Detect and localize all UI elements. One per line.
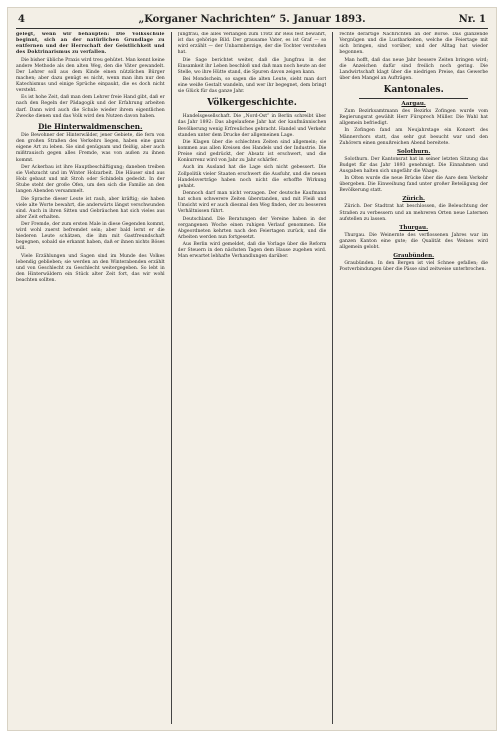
column-divider bbox=[171, 32, 172, 724]
header-rule bbox=[16, 28, 488, 29]
subsection-title: Zürich. bbox=[402, 196, 425, 203]
text-columns bbox=[16, 32, 488, 724]
paragraph: In Zofingen fand am Neujahrstage ein Konzert des Männerchors statt, das sehr gut besucht war und den Zuhörern einen genußreichen Abend bereitete. bbox=[339, 128, 488, 146]
newspaper-page bbox=[8, 8, 496, 730]
paragraph: Die Bewohner der Hinterwälder, jener Gebiete, die fern von den großen Straßen des Verkehrs liegen, haben eine ganz eigene Art zu leben. Sie sind genügsam und fleißig, aber auch mißtrauisch gegen alles Fremde, was von außen zu ihnen kommt. bbox=[16, 133, 165, 163]
paragraph: Thurgau. Die Weinernte des verflossenen Jahres war im ganzen Kanton eine gute; die Qualität des Weines wird allgemein gelobt. bbox=[339, 232, 488, 250]
newspaper-title: „Korganer Nachrichten“ 5. Januar 1893. bbox=[138, 14, 366, 25]
paragraph: Man hofft, daß das neue Jahr bessere Zeiten bringen wird; die Anzeichen dafür sind freilich noch gering. Die Landwirtschaft klagt über die niedrigen Preise, das Gewerbe über den Mangel an Aufträgen. bbox=[339, 57, 488, 81]
paragraph: Graubünden. In den Bergen ist viel Schnee gefallen; die Postverbindungen über die Pässe sind zeitweise unterbrochen. bbox=[339, 261, 488, 273]
paragraph: Die Klagen über die schlechten Zeiten sind allgemein; sie kommen aus allen Kreisen des Handels und der Industrie. Die Preise sind gedrückt, der Absatz ist erschwert, und die Konkurrenz wird von Jahr zu Jahr schärfer. bbox=[177, 139, 327, 164]
paragraph: rechte derartige Nachrichten an der Börse. Das glänzende Vergnügen und die Lustbarkeiten, welche die Feiertage mit sich bringen, sind vorüber, und der Alltag hat wieder begonnen. bbox=[339, 32, 488, 56]
subsection-title: Graubünden. bbox=[393, 253, 435, 259]
paragraph: Zum Bezirksamtmann des Bezirks Zofingen wurde vom Regierungsrat gewählt Herr Fürsprech Müller. Die Wahl hat allgemein befriedigt. bbox=[339, 108, 488, 127]
paragraph: Auch im Ausland hat die Lage sich nicht gebessert. Die Zollpolitik vieler Staaten erschwert die Ausfuhr, und die neuen Handelsverträge haben noch nicht die erhoffte Wirkung gehabt. bbox=[177, 165, 327, 189]
paragraph: Solothurn. Der Kantonsrat hat in seiner letzten Sitzung das Budget für das Jahr 1893 genehmigt. Die Einnahmen und Ausgaben halten sich ungefähr die Waage. bbox=[339, 156, 488, 174]
section-title: Kantonales. bbox=[383, 84, 444, 95]
subsection-title: Aargau. bbox=[401, 100, 426, 107]
paragraph: Zürich. Der Stadtrat hat beschlossen, die Beleuchtung der Straßen zu verbessern und an mehreren Orten neue Laternen aufstellen zu lassen. bbox=[339, 204, 488, 222]
paragraph: Bei Mondschein, so sagen die alten Leute, sieht man dort eine weiße Gestalt wandeln, und wer ihr begegnet, dem bringt sie Glück für das ganze Jahr. bbox=[177, 77, 327, 95]
paragraph: Die Sprache dieser Leute ist rauh, aber kräftig; sie haben viele alte Worte bewahrt, die anderwärts längst verschwunden sind. Auch in ihren Sitten und Gebräuchen hat sich vieles aus alter Zeit erhalten. bbox=[16, 196, 165, 220]
paragraph: Deutschland. Die Beratungen der Vereine haben in der vergangenen Woche einen ruhigen Verlauf genommen. Die Abgeordneten kehrten nach den Feiertagen zurück, und die Arbeiten werden nun fortgesetzt. bbox=[177, 216, 327, 240]
paragraph: Der Fremde, der zum ersten Male in diese Gegenden kommt, wird wohl zuerst befremdet sein; aber bald lernt er die biederen Leute schätzen, die ihm mit Gastfreundschaft begegnen, sobald sie erkannt haben, daß er ihnen nichts Böses will. bbox=[16, 222, 165, 252]
column-2 bbox=[178, 32, 327, 724]
paragraph: Die Sage berichtet weiter, daß die Jungfrau in der Einsamkeit ihr Leben beschloß und daß man noch heute an der Stelle, wo ihre Hütte stand, die Spuren davon zeigen kann. bbox=[177, 57, 327, 75]
paragraph: Der Ackerbau ist ihre Hauptbeschäftigung; daneben treiben sie Viehzucht und im Winter Holzarbeit. Die Häuser sind aus Holz gebaut und mit Stroh oder Schindeln gedeckt. In der Stube steht der große Ofen, um den sich die Familie an den langen Abenden versammelt. bbox=[16, 164, 165, 195]
issue-mark: Nr. 1 bbox=[458, 14, 486, 25]
page-number: 4 bbox=[18, 14, 25, 25]
paragraph: Aus Berlin wird gemeldet, daß die Vorlage über die Reform der Steuern in den nächsten Tagen dem Hause zugehen wird. Man erwartet lebhafte Verhandlungen darüber. bbox=[177, 242, 327, 260]
paragraph: Viele Erzählungen und Sagen sind im Munde des Volkes lebendig geblieben; sie werden an den Winterabenden erzählt und von Geschlecht zu Geschlecht weitergegeben. So lebt in den Hinterwäldern ein Stück alter Zeit fort, das wir wohl beachten sollten. bbox=[16, 253, 165, 284]
paragraph: Dennoch darf man nicht verzagen. Der deutsche Kaufmann hat schon schwerere Zeiten überstanden, und mit Fleiß und Umsicht wird er auch diesmal den Weg finden, der zu besseren Verhältnissen führt. bbox=[177, 191, 327, 215]
column-divider bbox=[332, 32, 333, 724]
section-title: Die Hinterwaldmenschen. bbox=[38, 121, 143, 131]
paragraph: Die bisher übliche Praxis wird treu gehütet. Man kennt keine andere Methode als den alten Weg, den die Väter gewandelt. Der Lehrer soll aus dem Kinde einen nützlichen Bürger machen; aber dazu genügt es nicht, wenn man ihm nur den Katechismus und einige Sprüche einpaukt, die es doch nicht versteht. bbox=[16, 57, 165, 94]
paragraph: Jungfrau, die alles Verlangen zum Trotz ihr Reis fest bewahrt, ist das gehörige Bild. Der grausame Vater, es ist Graf — so wird erzählt — der Unbarmherzige, der die Tochter verstoßen hat. bbox=[177, 32, 327, 56]
column-1 bbox=[16, 32, 165, 724]
paragraph: Handelsgesellschaft. Die „Nord-Ost“ in Berlin schreibt über das Jahr 1892: Das abgelaufene Jahr hat der kaufmännischen Bevölkerung wenig Erfreuliches gebracht. Handel und Verkehr standen unter dem Drucke der allgemeinen Lage. bbox=[177, 114, 327, 138]
subsection-title: Solothurn. bbox=[397, 148, 431, 155]
paragraph: In Olten wurde die neue Brücke über die Aare dem Verkehr übergeben. Die Einweihung fand unter großer Beteiligung der Bevölkerung statt. bbox=[339, 176, 488, 194]
paragraph: gelegt, wenn wir behaupten: Die Volksschule beginnt, sich an der natürlichen Grundlage zu entfernen und der Herrschaft der Geistlichkeit und des Doktrinarismus zu verfallen. bbox=[16, 32, 165, 56]
column-3 bbox=[339, 32, 488, 724]
section-title: Völkergeschichte. bbox=[207, 98, 297, 109]
page-header bbox=[18, 12, 486, 28]
section-rule bbox=[359, 98, 468, 99]
subsection-title: Thurgau. bbox=[399, 224, 429, 231]
paragraph: Es ist hohe Zeit, daß man dem Lehrer freie Hand gibt, daß er nach den Regeln der Pädagogik und der Erfahrung arbeiten darf. Dann wird auch die Schule wieder ihrem eigentlichen Zwecke dienen und das Volk wird den Nutzen davon haben. bbox=[16, 95, 165, 119]
section-rule bbox=[198, 111, 307, 112]
